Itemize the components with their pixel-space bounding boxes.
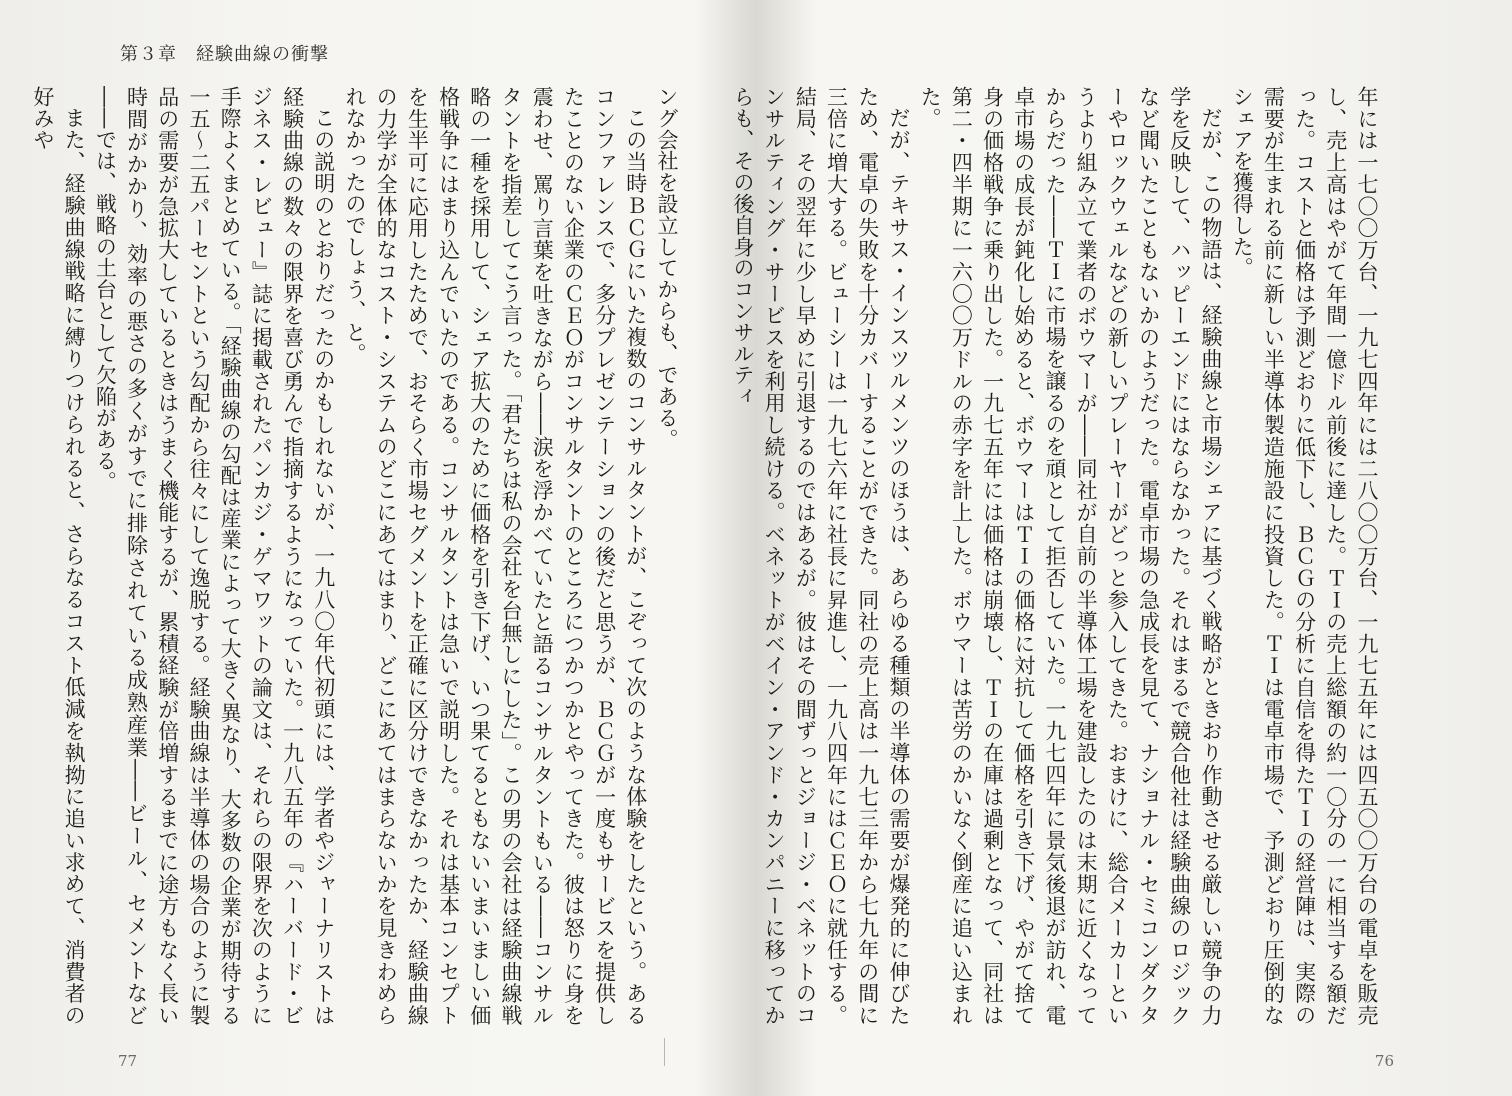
right-page (730, 0, 1512, 1096)
page-number: 76 (1374, 1052, 1394, 1070)
paragraph: 年には一七〇〇万台、一九七四年には二八〇〇万台、一九七五年には四五〇〇万台の電卓を販売し、売上高はやがて年間一億ドル前後に達した。ＴＩの売上総額の約一〇分の一に相当する額だった。コストと価格は予測どおりに低下し、ＢＣＧの分析に自信を得たＴＩの経営陣は、実際の需要が生まれる前に新しい半導体製造施設に投資した。ＴＩは電卓市場で、予測どおり圧倒的なシェアを獲得した。 (1230, 86, 1379, 1026)
running-head: 第３章 経験曲線の衝撃 (120, 44, 329, 65)
gutter-mark (664, 1038, 665, 1066)
paragraph: また、経験曲線戦略に縛りつけられると、さらなるコスト低減を執拗に追い求めて、消費者の好みや (30, 86, 87, 1026)
left-page-body (30, 86, 682, 1026)
page-number: 77 (118, 1052, 138, 1070)
right-page-body (730, 86, 1382, 1026)
paragraph: この当時ＢＣＧにいた複数のコンサルタントが、こぞって次のような体験をしたという。あるコンファレンスで、多分プレゼンテーションの後だと思うが、ＢＣＧが一度もサービスを提供したことのない企業のＣＥＯがコンサルタントのところにつかつかとやってきた。彼は怒りに身を震わせ、罵り言葉を吐きながら――涙を浮かべていたと語るコンサルタントもいる――コンサルタントを指差してこう言った。「君たちは私の会社を台無しにした」。この男の会社は経験曲線戦略の一種を採用して、シェア拡大のために価格を引き下げ、いつ果てるともないいまいましい価格戦争にはまり込んでいたのである。コンサルタントは急いで説明した。それは基本コンセプトを生半可に応用したためで、おそらく市場セグメントを正確に区分けできなかったか、経験曲線の力学が全体的なコスト・システムのどこにあてはまり、どこにあてはまらないかを見きわめられなかったのでしょう、と。 (342, 86, 648, 1026)
paragraph: だが、テキサス・インスツルメンツのほうは、あらゆる種類の半導体の需要が爆発的に伸びたため、電卓の失敗を十分カバーすることができた。同社の売上高は一九七三年から七九年の間に三倍に増大する。ビューシーは一九七六年に社長に昇進し、一九八四年にはＣＥＯに就任する。結局、その翌年に少し早めに引退するのではあるが。彼はその間ずっとジョージ・ベネットのコンサルティング・サービスを利用し続ける。ベネットがベイン・アンド・カンパニーに移ってからも、その後自身のコンサルティ (730, 86, 911, 1026)
paragraph: だが、この物語は、経験曲線と市場シェアに基づく戦略がときおり作動させる厳しい競争の力学を反映して、ハッピーエンドにはならなかった。それはまるで競合他社は経験曲線のロジックなど聞いたこともないかのようだった。電卓市場の急成長を見て、ナショナル・セミコンダクターやロックウェルなどの新しいプレーヤーがどっと参入してきた。おまけに、総合メーカーというより組み立て業者のボウマーが――同社が自前の半導体工場を建設したのは末期に近くなってからだった――ＴＩに市場を譲るのを頑として拒否していた。一九七四年に景気後退が訪れ、電卓市場の成長が鈍化し始めると、ボウマーはＴＩの価格に対抗して価格を引き下げ、やがて捨て身の価格戦争に乗り出した。一九七五年には価格は崩壊し、ＴＩの在庫は過剰となって、同社は第二・四半期に一六〇〇万ドルの赤字を計上した。ボウマーは苦労のかいなく倒産に追い込まれた。 (918, 86, 1223, 1026)
paragraph: この説明のとおりだったのかもしれないが、一九八〇年代初頭には、学者やジャーナリストは経験曲線の数々の限界を喜び勇んで指摘するようになっていた。一九八五年の『ハーバード・ビジネス・レビュー』誌に掲載されたパンカジ・ゲマワットの論文は、それらの限界を次のように手際よくまとめている。「経験曲線の勾配は産業によって大きく異なり、大多数の企業が期待する一五～二五パーセントという勾配から往々にして逸脱する。経験曲線は半導体の場合のように製品の需要が急拡大しているときはうまく機能するが、累積経験が倍増するまでに途方もなく長い時間がかかり、効率の悪さの多くがすでに排除されている成熟産業――ビール、セメントなど――では、戦略の土台として欠陥がある。 (93, 86, 336, 1026)
paragraph: ング会社を設立してからも、である。 (655, 86, 679, 450)
